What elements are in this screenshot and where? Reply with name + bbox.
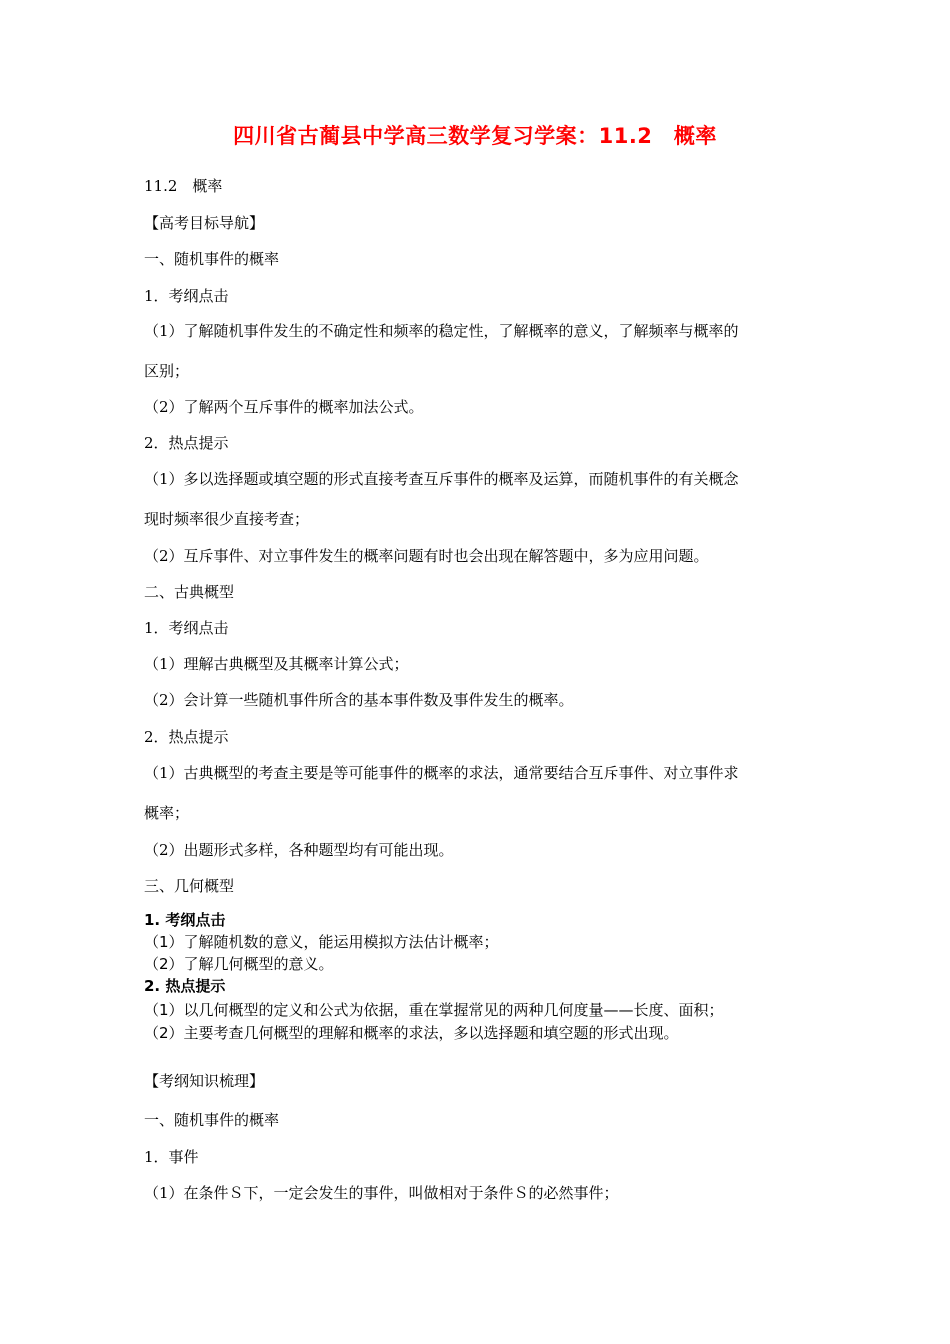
paragraph-line: （2）会计算一些随机事件所含的基本事件数及事件发生的概率。 bbox=[144, 691, 574, 709]
paragraph-line: （2）了解两个互斥事件的概率加法公式。 bbox=[144, 398, 424, 416]
paragraph-line: （1）多以选择题或填空题的形式直接考查互斥事件的概率及运算，而随机事件的有关概念 bbox=[144, 470, 739, 488]
paragraph-line: （1）古典概型的考查主要是等可能事件的概率的求法，通常要结合互斥事件、对立事件求 bbox=[144, 764, 739, 782]
subsection-heading: 【考纲知识梳理】 bbox=[144, 1072, 265, 1090]
item-heading: 2．热点提示 bbox=[144, 434, 229, 452]
section-heading: 一、随机事件的概率 bbox=[144, 1111, 280, 1129]
section-heading: 二、古典概型 bbox=[144, 583, 235, 601]
item-heading: 1．考纲点击 bbox=[144, 287, 229, 305]
section-heading: 11.2 概率 bbox=[144, 177, 223, 195]
paragraph-line: （1）了解随机事件发生的不确定性和频率的稳定性，了解概率的意义，了解频率与概率的 bbox=[144, 322, 739, 340]
paragraph-line: （2）出题形式多样，各种题型均有可能出现。 bbox=[144, 841, 454, 859]
item-heading: 1．考纲点击 bbox=[144, 619, 229, 637]
subsection-heading: 【高考目标导航】 bbox=[144, 214, 265, 232]
paragraph-line: （2）主要考查几何概型的理解和概率的求法，多以选择题和填空题的形式出现。 bbox=[144, 1024, 679, 1042]
paragraph-line: 区别； bbox=[144, 362, 190, 380]
item-heading: 1．事件 bbox=[144, 1148, 199, 1166]
section-heading: 一、随机事件的概率 bbox=[144, 250, 280, 268]
item-heading: 1. 考纲点击 bbox=[144, 911, 226, 929]
paragraph-line: 现时频率很少直接考查； bbox=[144, 510, 310, 528]
section-heading: 三、几何概型 bbox=[144, 877, 235, 895]
item-heading: 2. 热点提示 bbox=[144, 977, 226, 995]
paragraph-line: （1）以几何概型的定义和公式为依据，重在掌握常见的两种几何度量——长度、面积； bbox=[144, 1001, 724, 1019]
paragraph-line: （1）了解随机数的意义，能运用模拟方法估计概率； bbox=[144, 933, 499, 951]
paragraph-line: （2）互斥事件、对立事件发生的概率问题有时也会出现在解答题中，多为应用问题。 bbox=[144, 547, 709, 565]
paragraph-line: （1）理解古典概型及其概率计算公式； bbox=[144, 655, 409, 673]
item-heading: 2．热点提示 bbox=[144, 728, 229, 746]
document-title: 四川省古蔺县中学高三数学复习学案：11.2 概率 bbox=[233, 124, 717, 148]
paragraph-line: （2）了解几何概型的意义。 bbox=[144, 955, 334, 973]
paragraph-line: （1）在条件Ｓ下，一定会发生的事件，叫做相对于条件Ｓ的必然事件； bbox=[144, 1184, 619, 1202]
paragraph-line: 概率； bbox=[144, 804, 190, 822]
